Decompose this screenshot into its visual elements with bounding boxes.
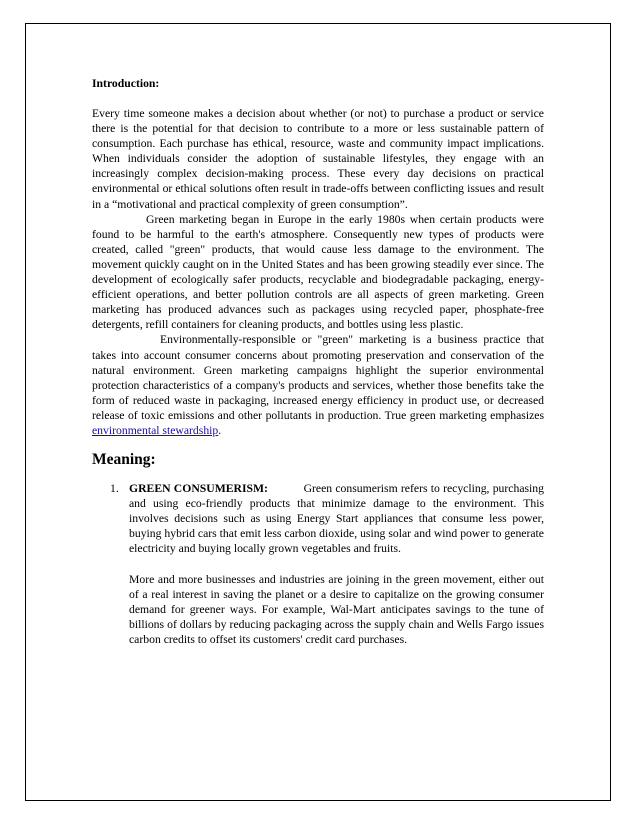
list-item-title: GREEN CONSUMERISM:: [129, 482, 268, 496]
intro-paragraph-1: Every time someone makes a decision about whether (or not) to purchase a product or service there is the potential for that decision to contribute to a more or less sustainable pattern of consumption. Each purchase has ethical, resource, waste and community impact implications. When individuals consider the adoption of sustainable lifestyles, they engage with an increasingly complex decision-making process. These every day decisions on practical environmental or ethical solutions often result in trade-offs between conflicting issues and result in a “motivational and practical complexity of green consumption”.: [92, 107, 544, 211]
meaning-heading: Meaning:: [92, 451, 156, 469]
list-item-number: 1.: [110, 482, 119, 496]
list-item: [92, 481, 544, 647]
introduction-heading: Introduction:: [92, 77, 160, 90]
list-item-paragraph-1: [129, 481, 544, 556]
intro-paragraph-3: [92, 332, 544, 438]
document-body: [92, 76, 544, 647]
list-item-text: Green consumerism refers to recycling, purchasing and using eco-friendly products that minimize damage to the environment. This involves decisions such as using Energy Start appliances that consume less power, buying hybrid cars that emit less carbon dioxide, using solar and wind power to generate electricity and buying locally grown vegetables and fruits.: [129, 482, 544, 556]
intro-paragraph-2: Green marketing began in Europe in the early 1980s when certain products were found to be harmful to the earth's atmosphere. Consequently new types of products were created, called "green" products, that would cause less damage to the environment. The movement quickly caught on in the United States and has been growing steadily ever since. The development of ecologically safer products, recyclable and biodegradable packaging, energy-efficient operations, and better pollution controls are all aspects of green marketing. Green marketing has produced advances such as packages using recycled paper, phosphate-free detergents, refill containers for cleaning products, and bottles using less plastic.: [92, 212, 544, 332]
list-item-paragraph-2: More and more businesses and industries are joining in the green movement, either out of a real interest in saving the planet or a desire to capitalize on the growing consumer demand for greener ways. For example, Wal-Mart anticipates savings to the tune of billions of dollars by reducing packaging across the supply chain and Wells Fargo issues carbon credits to offset its customers' credit card purchases.: [129, 572, 544, 646]
intro-paragraph-3-end: .: [218, 423, 222, 437]
intro-paragraph-3-text: Environmentally-responsible or "green" marketing is a business practice that takes into account consumer concerns about promoting preservation and conservation of the natural environment. Green marketing campaigns highlight the superior environmental protection characteristics of a company's products and services, whether those benefits take the form of reduced waste in packaging, increased energy efficiency in product use, or decreased release of toxic emissions and other pollutants in production. True green marketing emphasizes: [92, 333, 544, 422]
environmental-stewardship-link[interactable]: environmental stewardship: [92, 423, 219, 437]
